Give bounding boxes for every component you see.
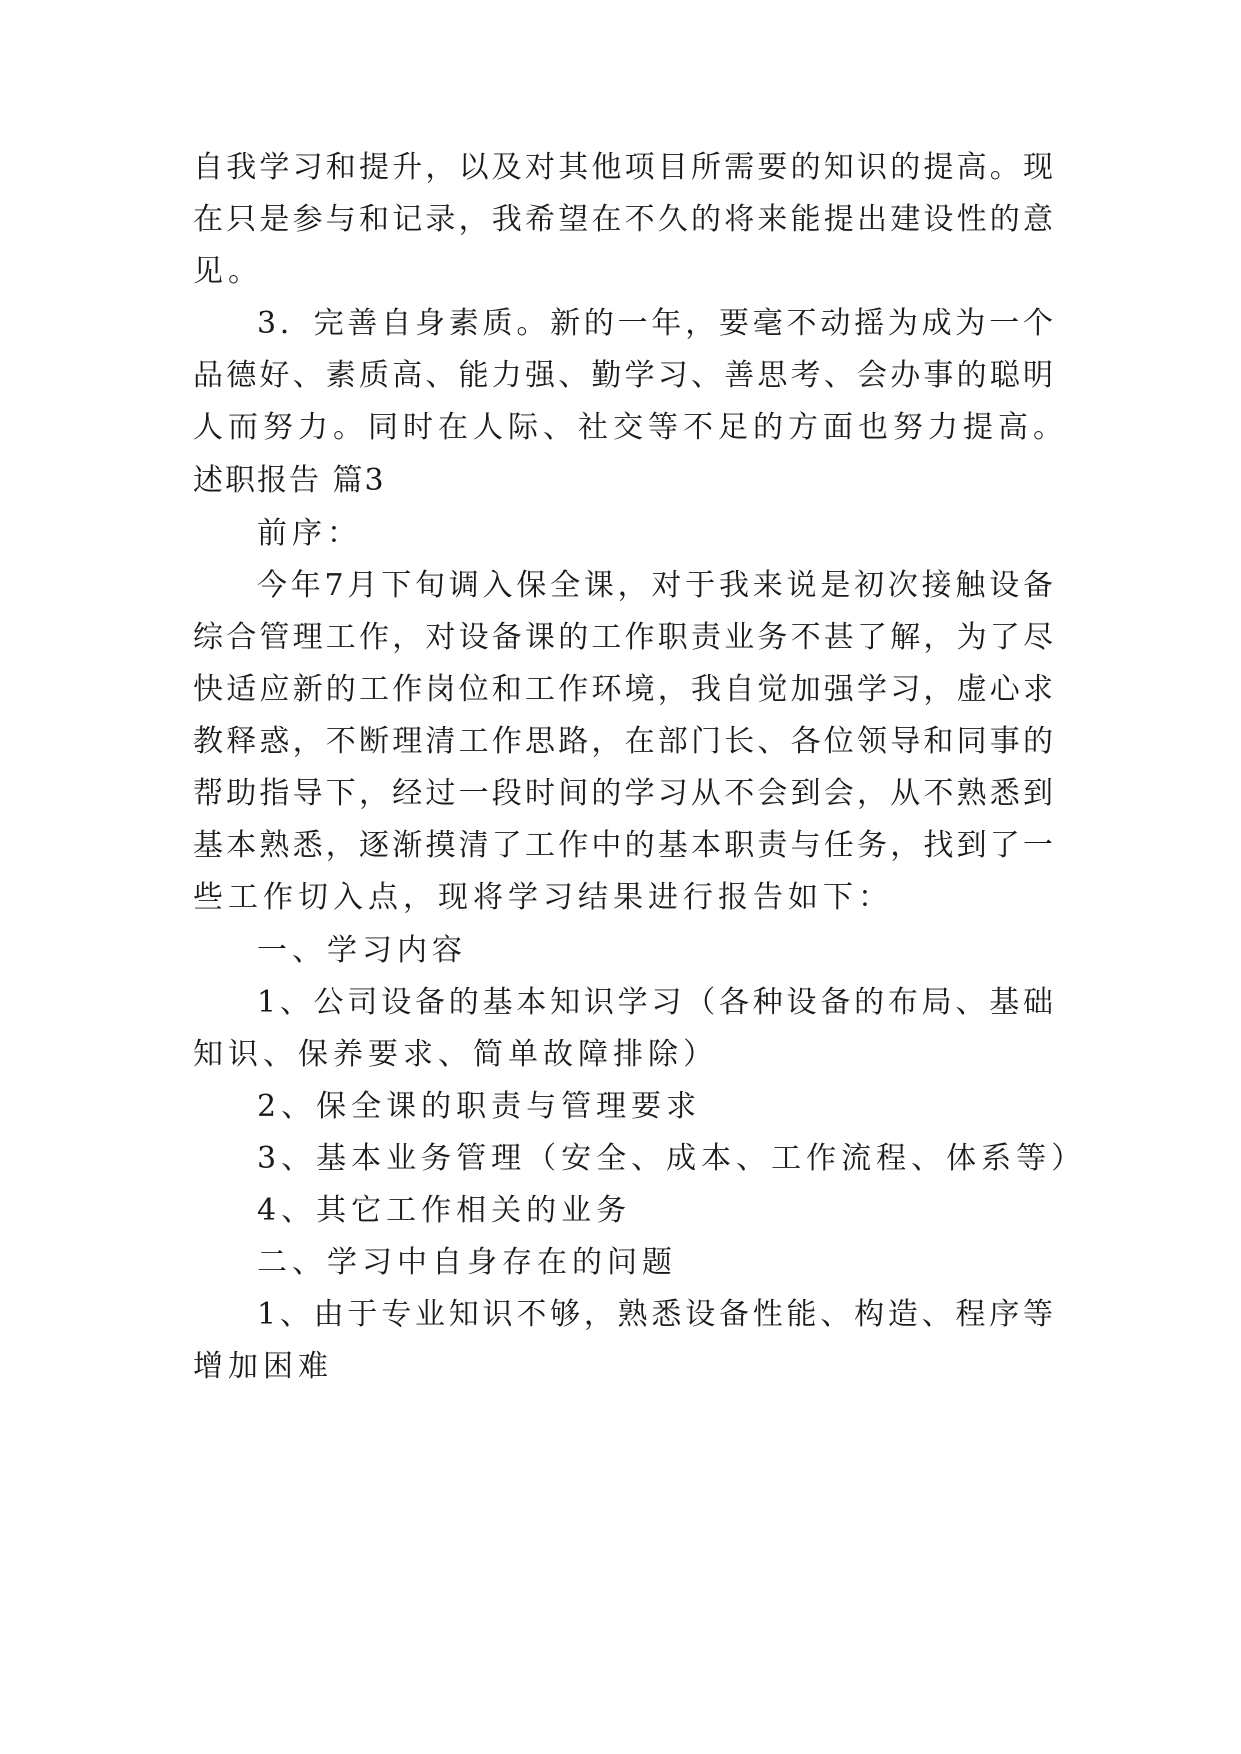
section-heading: 述职报告 篇3 [193,463,386,498]
paragraph-line: 见。 [193,254,263,289]
paragraph-line: 3．完善自身素质。新的一年，要毫不动摇为成为一个 [257,306,1053,341]
list-item: 2、保全课的职责与管理要求 [257,1089,702,1124]
list-item-continuation: 知识、保养要求、简单故障排除） [193,1037,718,1072]
paragraph-line: 帮助指导下，经过一段时间的学习从不会到会，从不熟悉到 [193,776,1053,811]
paragraph-line: 基本熟悉，逐渐摸清了工作中的基本职责与任务，找到了一 [193,828,1053,863]
paragraph-line: 快适应新的工作岗位和工作环境，我自觉加强学习，虚心求 [193,672,1053,707]
paragraph-line: 品德好、素质高、能力强、勤学习、善思考、会办事的聪明 [193,358,1053,393]
list-item: 4、其它工作相关的业务 [257,1193,632,1228]
paragraph-line: 自我学习和提升，以及对其他项目所需要的知识的提高。现 [193,150,1053,185]
paragraph-line: 前序： [257,516,362,551]
section-heading: 一、学习内容 [257,933,467,968]
list-item: 1、公司设备的基本知识学习（各种设备的布局、基础 [257,985,1053,1020]
paragraph-line: 综合管理工作，对设备课的工作职责业务不甚了解，为了尽 [193,620,1053,655]
paragraph-line: 教释惑，不断理清工作思路，在部门长、各位领导和同事的 [193,724,1053,759]
section-heading: 二、学习中自身存在的问题 [257,1245,677,1280]
paragraph-line: 人而努力。同时在人际、社交等不足的方面也努力提高。 [193,410,1068,445]
list-item-continuation: 增加困难 [193,1349,333,1384]
list-item: 3、基本业务管理（安全、成本、工作流程、体系等） [257,1141,1087,1176]
paragraph-line: 些工作切入点，现将学习结果进行报告如下： [193,880,893,915]
paragraph-line: 今年7月下旬调入保全课，对于我来说是初次接触设备 [257,568,1053,603]
paragraph-line: 在只是参与和记录，我希望在不久的将来能提出建设性的意 [193,202,1053,237]
list-item: 1、由于专业知识不够，熟悉设备性能、构造、程序等 [257,1297,1053,1332]
